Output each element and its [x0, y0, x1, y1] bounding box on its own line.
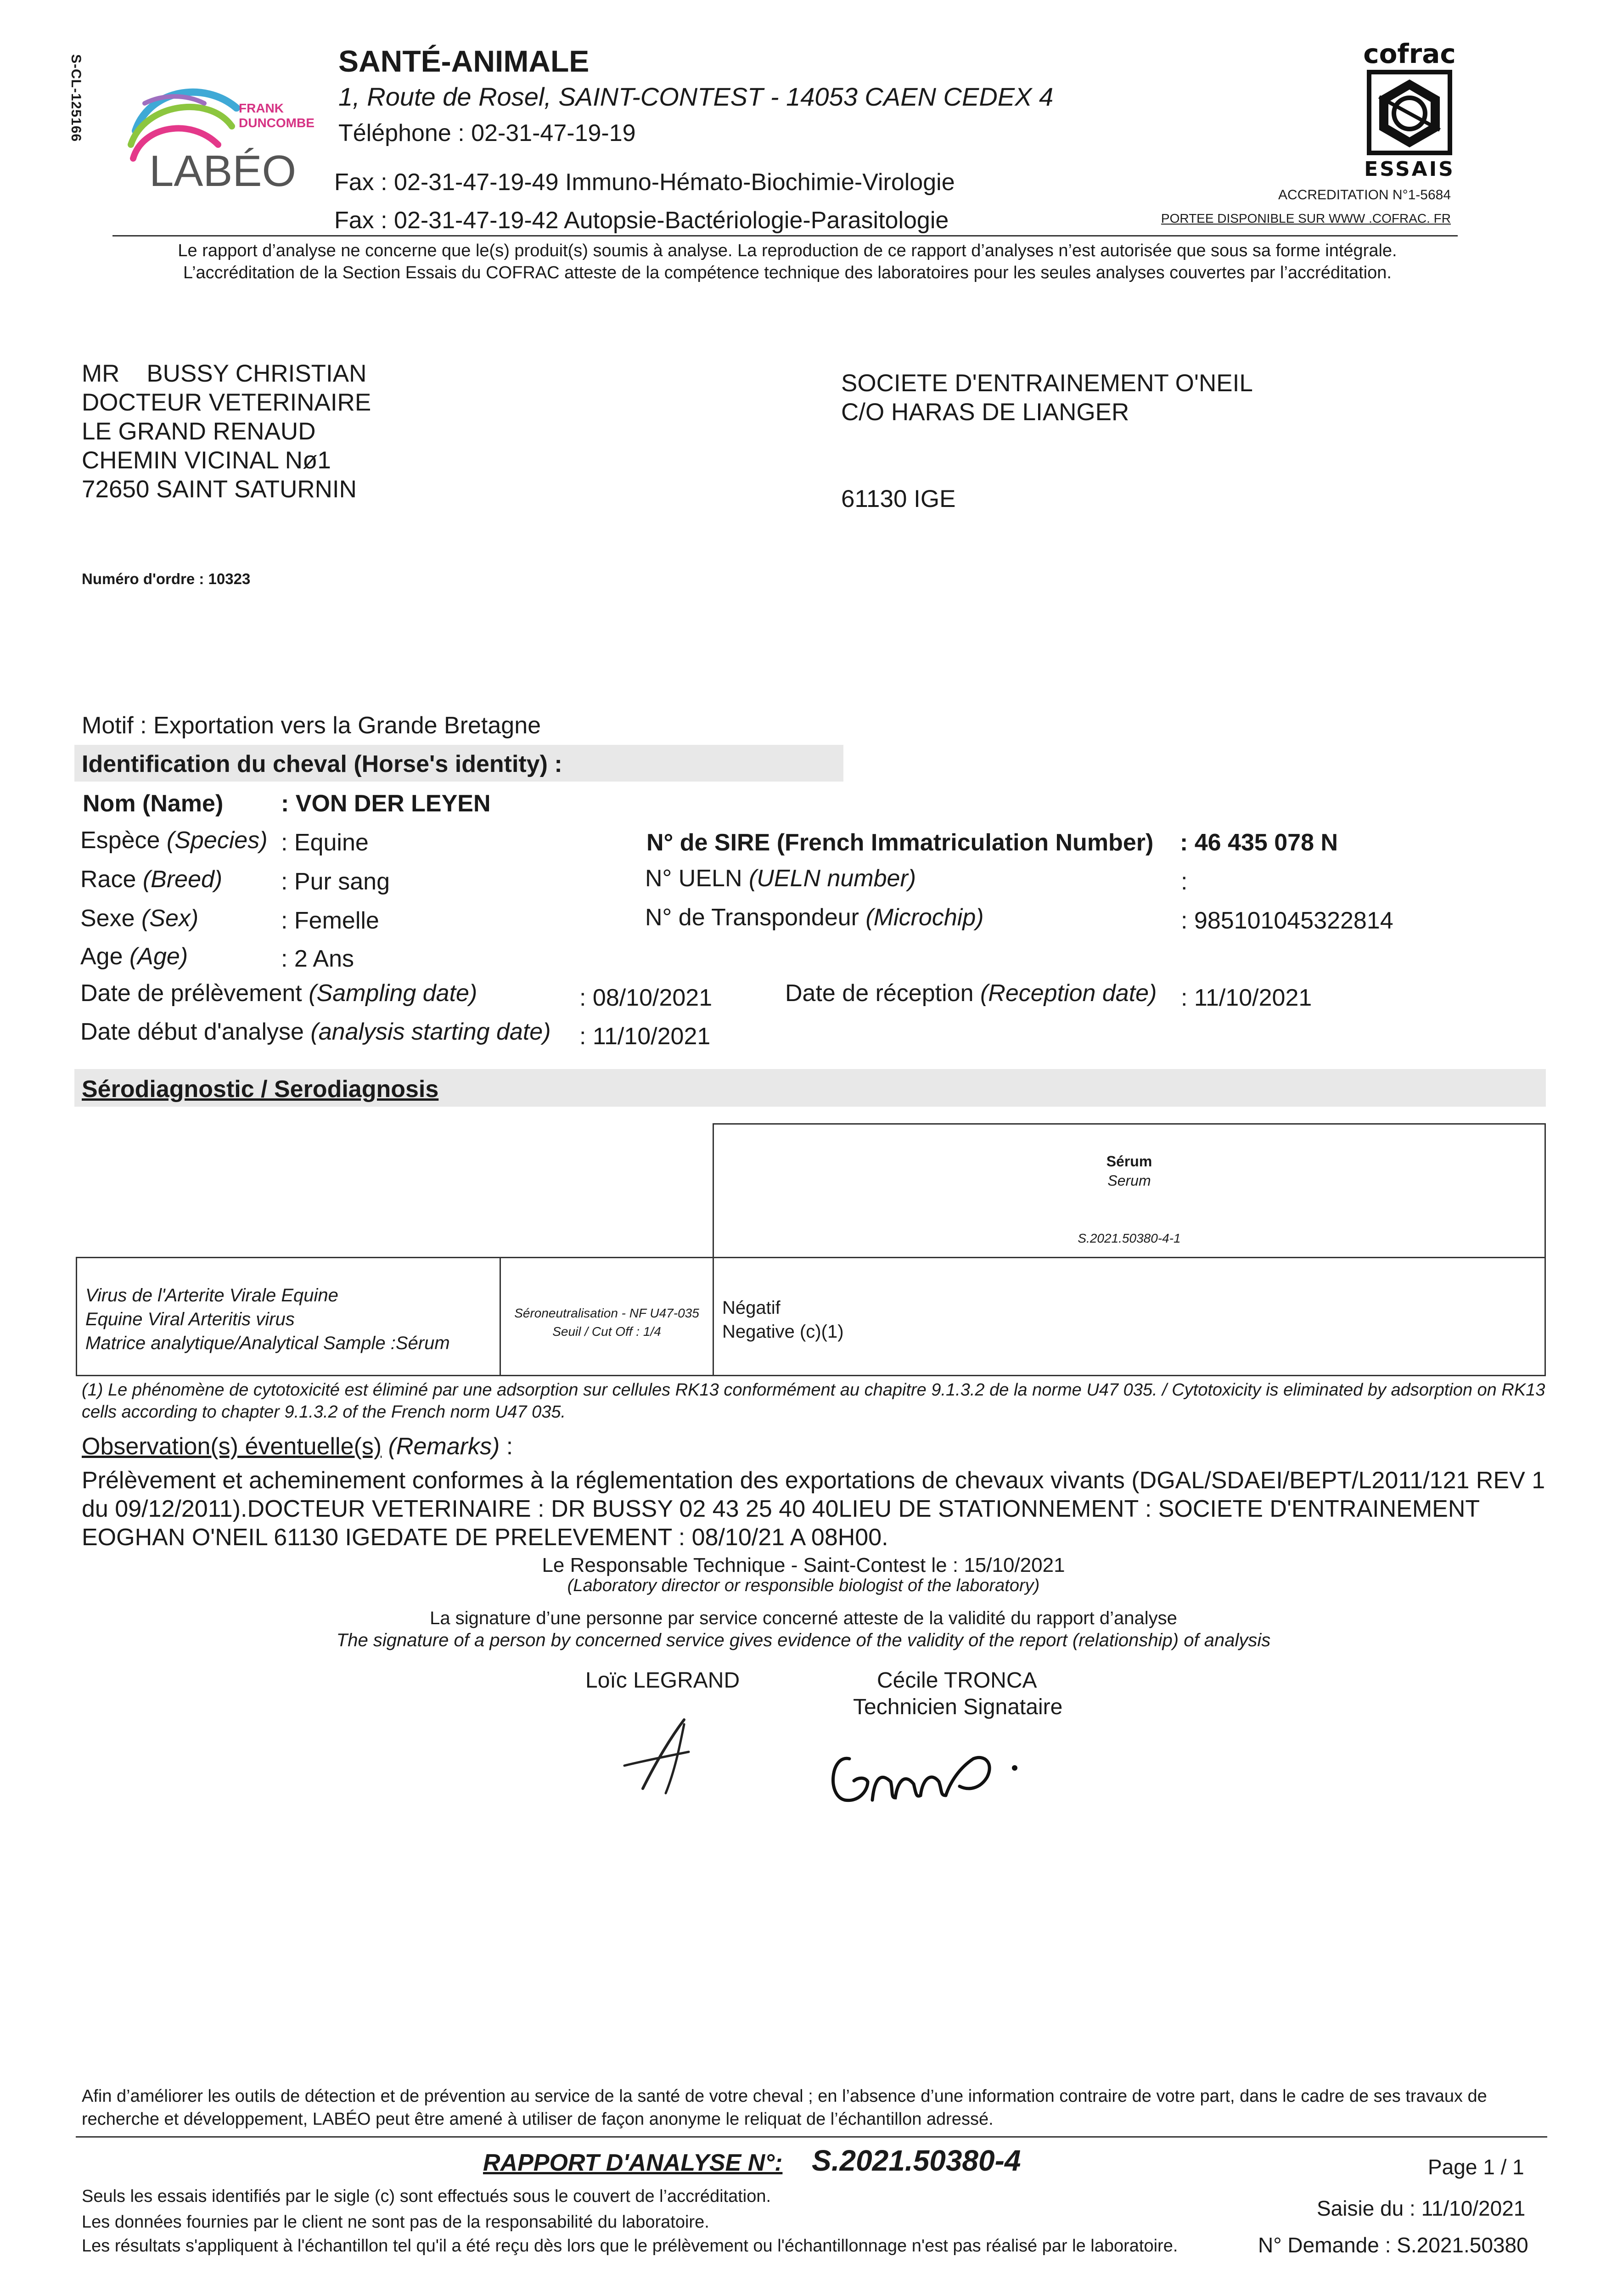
serum-label-en: Serum: [1107, 1172, 1151, 1189]
species-label-fr: Espèce: [80, 827, 160, 854]
transponder-label-fr: N° de Transpondeur: [645, 904, 859, 931]
test-method: Séroneutralisation - NF U47-035: [514, 1306, 699, 1320]
signer-2-name: Cécile TRONCA: [877, 1668, 1037, 1693]
sampling-date-value: : 08/10/2021: [579, 985, 713, 1011]
accreditation-number: ACCREDITATION N°1-5684: [1278, 187, 1451, 203]
lab-fax-2: Fax : 02-31-47-19-42 Autopsie-Bactériologie-Parasitologie: [334, 207, 949, 234]
footer-notice: Afin d’améliorer les outils de détection et de prévention au service de la santé de votre cheval ; en l’absence d’une information contraire de votre part, dans le cadre de ses travaux de recherche et développement, LABÉO peut être amené à utiliser de façon anonyme le reliquat de l’échantillon adressé.: [82, 2087, 1487, 2129]
addressee-owner: [841, 369, 1253, 513]
labeo-logo: [117, 76, 328, 195]
footer-divider: [76, 2136, 1547, 2138]
document-code: S-CL-125166: [68, 54, 84, 142]
name-label: Nom (Name): [83, 790, 224, 817]
age-label: [80, 943, 188, 970]
remarks-label: [82, 1433, 513, 1460]
species-label-en: (Species): [166, 827, 268, 854]
cofrac-link[interactable]: PORTEE DISPONIBLE SUR WWW .COFRAC. FR: [1161, 211, 1451, 225]
responsible-technician-line: Le Responsable Technique - Saint-Contest le : 15/10/2021: [542, 1554, 1065, 1576]
transponder-label: [645, 904, 984, 931]
cofrac-logo: [1359, 39, 1460, 181]
footer-line-3: Les résultats s'appliquent à l'échantillon tel qu'il a été reçu dès lors que le prélèvement ou l'échantillonnage n'est pas réalisé par le laboratoire.: [82, 2236, 1178, 2256]
addressee-veterinarian: [82, 359, 371, 504]
footer-line-1: Seuls les essais identifiés par le sigle (c) sont effectués sous le couvert de l’accréditation.: [82, 2187, 771, 2206]
signature-note-en: The signature of a person by concerned service gives evidence of the validity of the report (relationship) of analysis: [336, 1630, 1271, 1650]
logo-line2: DUNCOMBE: [239, 116, 314, 130]
request-number: N° Demande : S.2021.50380: [1258, 2233, 1528, 2257]
sire-value: : 46 435 078 N: [1180, 829, 1338, 856]
ueln-label-en: (UELN number): [748, 865, 916, 892]
ueln-label-fr: N° UELN: [645, 865, 742, 892]
analysis-date-label: [80, 1018, 551, 1046]
name-value: : VON DER LEYEN: [281, 790, 491, 817]
serodiagnosis-title: Sérodiagnostic / Serodiagnosis: [82, 1076, 439, 1103]
remarks-label-fr: Observation(s) éventuelle(s): [82, 1433, 382, 1460]
lab-fax-1: Fax : 02-31-47-19-49 Immuno-Hémato-Biochimie-Virologie: [334, 169, 955, 196]
breed-label-en: (Breed): [142, 866, 223, 893]
page-number: Page 1 / 1: [1428, 2155, 1524, 2179]
addr-left-line-4: CHEMIN VICINAL Nø1: [82, 447, 331, 474]
logo-brand: LABÉO: [149, 146, 297, 195]
breed-label-fr: Race: [80, 866, 136, 893]
lab-phone: Téléphone : 02-31-47-19-19: [338, 120, 636, 146]
disclaimer: [110, 240, 1465, 284]
sampling-label-fr: Date de prélèvement: [80, 980, 302, 1007]
breed-value: : Pur sang: [281, 868, 390, 895]
species-label: [80, 827, 268, 854]
sample-id: S.2021.50380-4-1: [1078, 1231, 1181, 1245]
sex-label: [80, 905, 198, 932]
logo-line1: FRANK: [239, 101, 284, 115]
reception-label-fr: Date de réception: [785, 980, 974, 1007]
identity-title: Identification du cheval (Horse's identity) :: [82, 751, 562, 777]
addr-left-line-3: LE GRAND RENAUD: [82, 418, 316, 445]
cofrac-emblem-icon: [1359, 39, 1460, 181]
cofrac-brand: cofrac: [1363, 39, 1456, 69]
serum-column-header: [713, 1123, 1546, 1258]
result-cell: [713, 1257, 1546, 1376]
analysis-date-value: : 11/10/2021: [579, 1023, 711, 1050]
responsible-technician-subtitle: (Laboratory director or responsible biologist of the laboratory): [567, 1576, 1040, 1595]
transponder-value: : 985101045322814: [1181, 907, 1393, 934]
serum-label: Sérum: [1106, 1153, 1152, 1170]
lab-address: 1, Route de Rosel, SAINT-CONTEST - 14053 CAEN CEDEX 4: [338, 82, 1054, 111]
labeo-swoosh-icon: [117, 76, 328, 195]
test-cutoff: Seuil / Cut Off : 1/4: [552, 1324, 661, 1339]
addr-left-line-5: 72650 SAINT SATURNIN: [82, 476, 357, 503]
addr-left-line-2: DOCTEUR VETERINAIRE: [82, 389, 371, 416]
addr-right-line-2: C/O HARAS DE LIANGER: [841, 399, 1129, 426]
cytotoxicity-footnote: (1) Le phénomène de cytotoxicité est éliminé par une adsorption sur cellules RK13 conformément au chapitre 9.1.3.2 de la norme U47 035. / Cytotoxicity is eliminated by adsorption on RK13 cells according to chapter 9.1.3.2 of the French norm U47 035.: [82, 1380, 1545, 1422]
signer-2-role: Technicien Signataire: [853, 1695, 1063, 1719]
reception-date-value: : 11/10/2021: [1181, 985, 1312, 1011]
signature-2-icon: [822, 1727, 1042, 1818]
breed-label: [80, 866, 222, 893]
signature-note-fr: La signature d’une personne par service concerné atteste de la validité du rapport d’analyse: [430, 1608, 1177, 1628]
age-label-en: (Age): [129, 943, 188, 970]
result-fr: Négatif: [722, 1298, 781, 1318]
test-name-en: Equine Viral Arteritis virus: [85, 1309, 295, 1329]
report-number: S.2021.50380-4: [812, 2144, 1021, 2177]
transponder-label-en: (Microchip): [865, 904, 984, 931]
remarks-label-en: (Remarks): [388, 1433, 500, 1460]
species-value: : Equine: [281, 829, 369, 856]
ueln-label: [645, 865, 916, 892]
sampling-date-label: [80, 979, 477, 1007]
analysis-label-en: (analysis starting date): [310, 1019, 551, 1045]
motif: Motif : Exportation vers la Grande Bretagne: [82, 712, 541, 739]
remarks-text: Prélèvement et acheminement conformes à la réglementation des exportations de chevaux vivants (DGAL/SDAEI/BEPT/L2011/121 REV 1 du 09/12/2011).DOCTEUR VETERINAIRE : DR BUSSY 02 43 25 40 40LIEU DE STATIONNEMENT : SOCIETE D'ENTRAINEMENT EOGHAN O'NEIL 61130 IGEDATE DE PRELEVEMENT : 08/10/21 A 08H00.: [82, 1467, 1545, 1551]
lab-name: SANTÉ-ANIMALE: [338, 44, 590, 78]
result-en: Negative (c)(1): [722, 1322, 844, 1342]
analysis-label-fr: Date début d'analyse: [80, 1019, 304, 1045]
test-matrix: Matrice analytique/Analytical Sample :Sérum: [85, 1333, 450, 1353]
disclaimer-line-2: L’accréditation de la Section Essais du COFRAC atteste de la compétence technique des laboratoires pour les seules analyses couvertes par l’accréditation.: [183, 263, 1392, 282]
remarks-label-colon: :: [506, 1433, 513, 1460]
age-label-fr: Age: [80, 943, 123, 970]
sire-label: N° de SIRE (French Immatriculation Number): [646, 829, 1154, 856]
reception-label-en: (Reception date): [980, 980, 1157, 1007]
cofrac-essais: ESSAIS: [1364, 158, 1455, 181]
method-cell: [500, 1257, 714, 1376]
addr-left-line-1: MR BUSSY CHRISTIAN: [82, 360, 367, 387]
report-label: RAPPORT D'ANALYSE N°:: [483, 2150, 783, 2176]
signer-1-name: Loïc LEGRAND: [585, 1668, 740, 1693]
test-name-fr: Virus de l'Arterite Virale Equine: [85, 1285, 338, 1306]
footer-line-2: Les données fournies par le client ne sont pas de la responsabilité du laboratoire.: [82, 2212, 709, 2232]
age-value: : 2 Ans: [281, 945, 354, 972]
addr-right-line-1: SOCIETE D'ENTRAINEMENT O'NEIL: [841, 370, 1253, 397]
entry-date: Saisie du : 11/10/2021: [1317, 2196, 1526, 2220]
sex-value: : Femelle: [281, 907, 379, 934]
sex-label-en: (Sex): [141, 905, 199, 932]
sampling-label-en: (Sampling date): [309, 980, 477, 1007]
addr-right-line-3: 61130 IGE: [841, 485, 956, 512]
ueln-value: :: [1181, 868, 1188, 895]
order-number: Numéro d'ordre : 10323: [82, 570, 251, 587]
disclaimer-line-1: Le rapport d’analyse ne concerne que le(s) produit(s) soumis à analyse. La reproduction de ce rapport d’analyses n’est autorisée que sous sa forme intégrale.: [178, 241, 1397, 260]
reception-date-label: [785, 979, 1157, 1007]
header-divider: [112, 235, 1458, 236]
sex-label-fr: Sexe: [80, 905, 135, 932]
signature-1-icon: [615, 1711, 707, 1802]
test-name-cell: [76, 1257, 501, 1376]
